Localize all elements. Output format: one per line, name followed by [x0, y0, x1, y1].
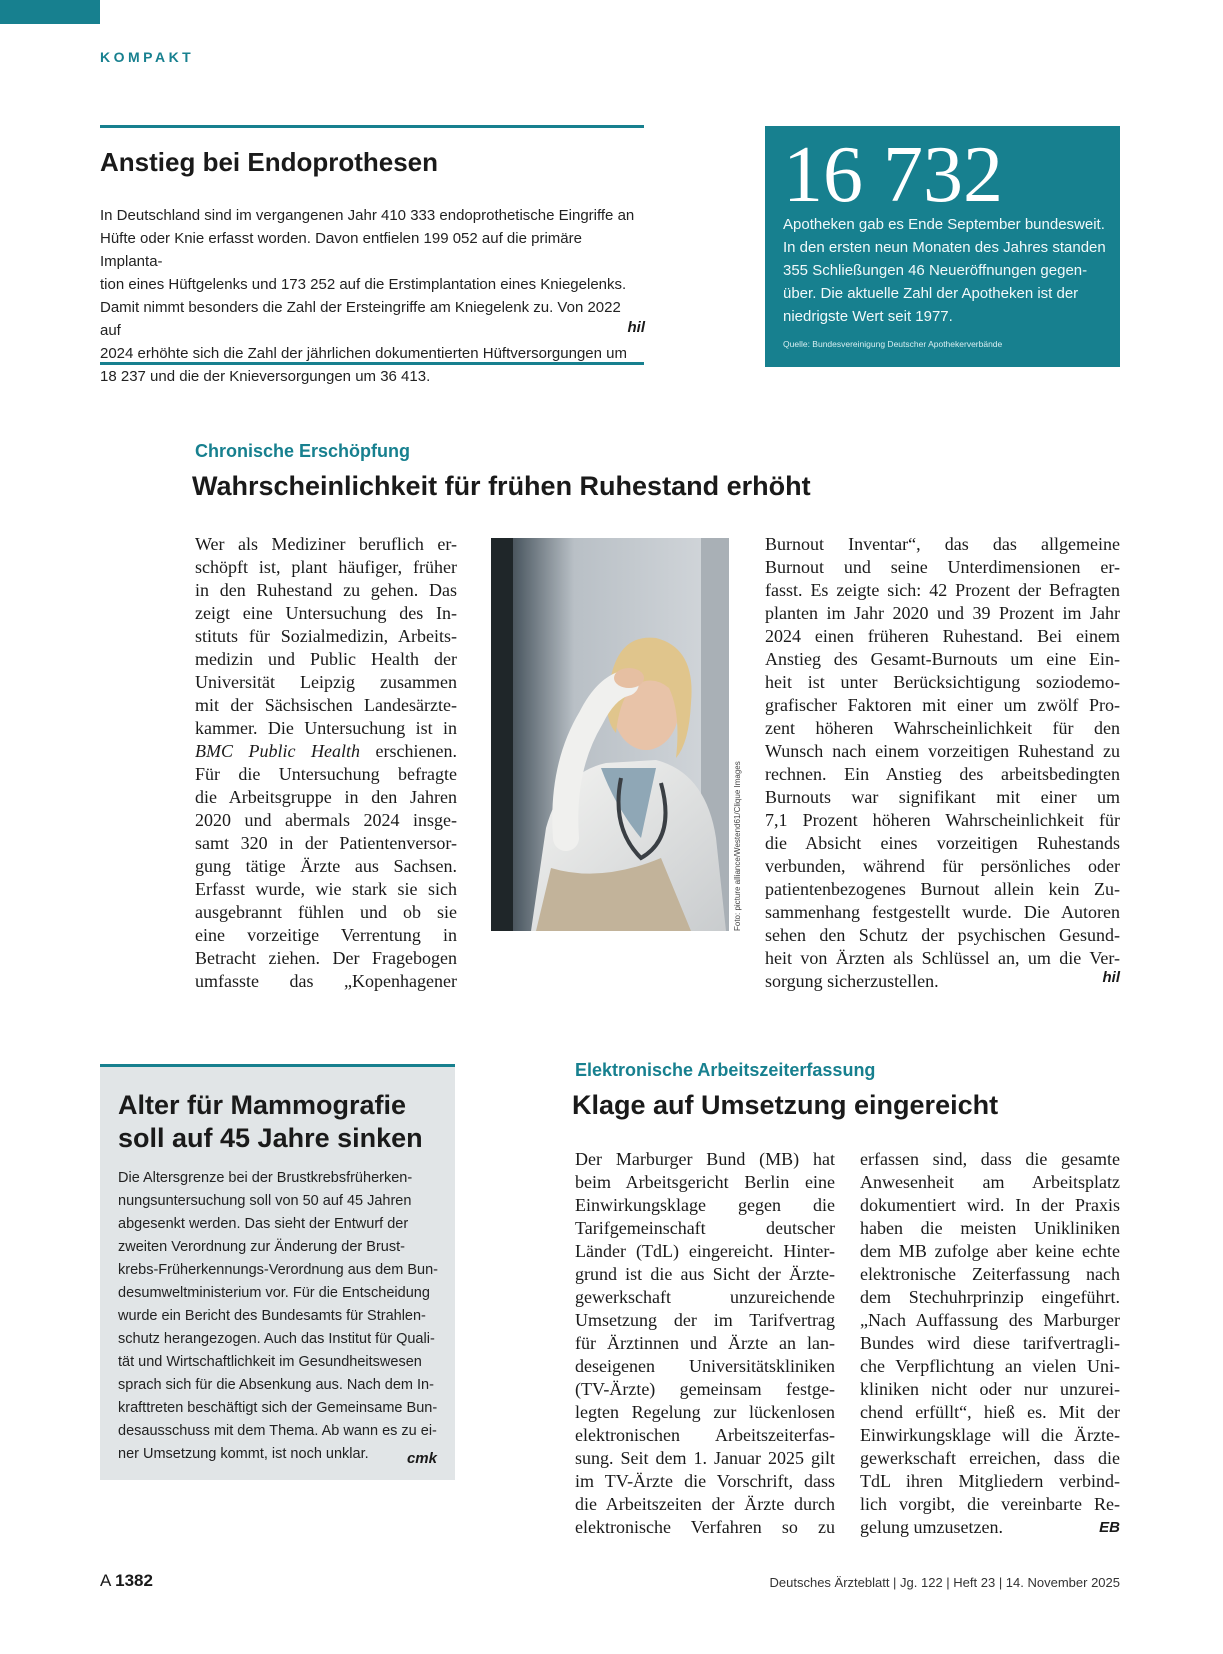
text-line: sehen den Schutz der psychischen Gesund- [765, 925, 1120, 945]
text-line: abgesenkt werden. Das sieht der Entwurf der [118, 1216, 409, 1232]
text-line: ner Umsetzung kommt, ist noch unklar. [118, 1446, 369, 1462]
page-number [100, 1571, 153, 1591]
text-line: die Arbeitsgruppe in den Jahren [195, 787, 457, 807]
text-line: krebs-Früherkennungs-Verordnung aus dem Bun- [118, 1262, 438, 1278]
author-signature: hil [1102, 969, 1120, 986]
text-line: desumweltministerium vor. Für die Entscheidung [118, 1285, 430, 1301]
text-line: im TV-Ärzte die Vorschrift, dass [575, 1471, 835, 1491]
text-line: niedrigste Wert seit 1977. [783, 308, 953, 325]
text-line: Einwirkungsklage will die Ärzte- [860, 1425, 1120, 1445]
text-line: umfasste das „Kopenhagener [195, 971, 457, 991]
text-line: legten Regelung zur lückenlosen [575, 1402, 835, 1422]
text-line: krafttreten beschäftigt sich der Gemeinsame Bun- [118, 1400, 438, 1416]
text-line: „Nach Auffassung des Marburger [860, 1310, 1120, 1330]
text-line: gewerkschaft erreichen, dass die [860, 1448, 1120, 1468]
text-line: grund ist die aus Sicht der Ärzte- [575, 1264, 835, 1284]
text-line: erfassen sind, dass die gesamte [860, 1149, 1120, 1169]
photo-credit: Foto: picture alliance/Westend61/Clique Images [733, 761, 742, 931]
page-prefix: A [100, 1571, 111, 1590]
text-line: zweiten Verordnung zur Änderung der Brust- [118, 1239, 405, 1255]
text-line: rechnen. Ein Anstieg des arbeitsbedingten [765, 764, 1120, 784]
text-line: elektronische Verfahren so zu [575, 1517, 835, 1537]
text-line: wurde ein Bericht des Bundesamts für Strahlen- [118, 1308, 426, 1324]
text-line: desausschuss mit dem Thema. Ab wann es zu ei- [118, 1423, 437, 1439]
text-line: heit ist unter Berücksichtigung soziodemo- [765, 672, 1120, 692]
text-line: Tarifgemeinschaft deutscher [575, 1218, 835, 1238]
text-line: che Verpflichtung an vielen Uni- [860, 1356, 1120, 1376]
text-line: Der Marburger Bund (MB) hat [575, 1149, 835, 1169]
text-line: samt 320 in der Patientenversor- [195, 833, 457, 853]
text-line: Universität Leipzig zusammen [195, 672, 457, 692]
text-line: sammenhang festgestellt wurde. Die Autoren [765, 902, 1120, 922]
article-bottom-rule [100, 362, 644, 365]
text-line: Wer als Mediziner beruflich er- [195, 534, 457, 554]
text-line: 2020 und abermals 2024 insge- [195, 810, 457, 830]
text-line: chend erfüllt“, hieß es. Mit der [860, 1402, 1120, 1422]
article-column-burnout-1 [195, 533, 457, 993]
text-line: schutz herangezogen. Auch das Institut für Quali- [118, 1331, 435, 1347]
article-kicker-burnout: Chronische Erschöpfung [195, 441, 411, 461]
text-line: dokumentiert wird. In der Praxis [860, 1195, 1120, 1215]
corner-accent-bar [0, 0, 100, 24]
text-line: medizin und Public Health der [195, 649, 457, 669]
author-signature: hil [627, 319, 645, 336]
text-line: Bundes wird diese tarifvertragli- [860, 1333, 1120, 1353]
text-line: elektronischen Arbeitszeiterfas- [575, 1425, 835, 1445]
text-line: Länder (TdL) eingereicht. Hinter- [575, 1241, 835, 1261]
text-line: kammer. Die Untersuchung ist in [195, 718, 457, 738]
text-line: Betracht ziehen. Der Fragebogen [195, 948, 457, 968]
text-line: dem MB zufolge aber keine echte [860, 1241, 1120, 1261]
text-line: Wunsch nach einem vorzeitigen Ruhestand zu [765, 741, 1120, 761]
text-line: kliniken nicht oder nur unzurei- [860, 1379, 1120, 1399]
text-line: Burnouts war signifikant mit einer um [765, 787, 1120, 807]
text-line: Erfasst wurde, wie stark sie sich [195, 879, 457, 899]
text-line: 7,1 Prozent höheren Wahrscheinlichkeit für [765, 810, 1120, 830]
article-title-mammografie [118, 1089, 423, 1155]
journal-info: Deutsches Ärzteblatt | Jg. 122 | Heft 23 | 14. November 2025 [769, 1575, 1120, 1590]
page-number-value: 1382 [115, 1571, 153, 1590]
text-line: sung. Seit dem 1. Januar 2025 gilt [575, 1448, 835, 1468]
text-line: nungsuntersuchung soll von 50 auf 45 Jahren [118, 1193, 412, 1209]
text-line: gelung umzusetzen. [860, 1517, 1003, 1537]
text-line: Damit nimmt besonders die Zahl der Ersteingriffe am Kniegelenk zu. Von 2022 auf [100, 299, 621, 339]
author-signature: EB [1099, 1519, 1120, 1536]
text-line: mit der Sächsischen Landesärzte- [195, 695, 457, 715]
article-column-arbeitszeit-1 [575, 1148, 835, 1539]
text-line: patientenbezogenes Burnout allein kein Zu- [765, 879, 1120, 899]
article-body-endoprothesen [100, 204, 644, 388]
article-title-endoprothesen: Anstieg bei Endoprothesen [100, 147, 439, 177]
text-line: deseigenen Universitätskliniken [575, 1356, 835, 1376]
text-line: schöpft ist, plant häufiger, früher [195, 557, 457, 577]
text-line: In den ersten neun Monaten des Jahres standen [783, 239, 1106, 256]
article-title-arbeitszeit: Klage auf Umsetzung eingereicht [572, 1090, 999, 1120]
statistic-source: Quelle: Bundesvereinigung Deutscher Apothekerverbände [783, 339, 1003, 349]
text-line: Für die Untersuchung befragte [195, 764, 457, 784]
statistic-text [783, 213, 1108, 328]
text-line: Hüfte oder Knie erfasst worden. Davon entfielen 199 052 auf die primäre Implanta- [100, 230, 582, 270]
text-line: die Arbeitszeiten der Ärzte durch [575, 1494, 835, 1514]
article-column-burnout-2 [765, 533, 1120, 993]
text-line: Umsetzung der im Tarifvertrag [575, 1310, 835, 1330]
text-line: Die Altersgrenze bei der Brustkrebsfrüherken- [118, 1170, 413, 1186]
text-line: verbunden, während für persönliches oder [765, 856, 1120, 876]
text-line: zent höheren Wahrscheinlichkeit für den [765, 718, 1120, 738]
text-line: tion eines Hüftgelenks und 173 252 auf die Erstimplantation eines Kniegelenks. [100, 276, 627, 293]
text-line: tät und Wirtschaftlichkeit im Gesundheitswesen [118, 1354, 422, 1370]
text-line: 2024 einen früheren Ruhestand. Bei einem [765, 626, 1120, 646]
text-line: gung tätige Ärzte aus Sachsen. [195, 856, 457, 876]
text-line: sprach sich für die Absenkung aus. Nach dem In- [118, 1377, 434, 1393]
text-line: lich vorgibt, die vereinbarte Re- [860, 1494, 1120, 1514]
text-line: eine vorzeitige Verrentung in [195, 925, 457, 945]
text-line: elektronische Zeiterfassung nach [860, 1264, 1120, 1284]
text-line: In Deutschland sind im vergangenen Jahr 410 333 endoprothetische Eingriffe an [100, 207, 635, 224]
text-line: haben die meisten Unikliniken [860, 1218, 1120, 1238]
text-line: heit von Ärzten als Schlüssel an, um die Ver- [765, 948, 1120, 968]
journal-name: BMC Public Health [195, 741, 361, 761]
statistic-number: 16 732 [783, 131, 1003, 219]
article-kicker-arbeitszeit: Elektronische Arbeitszeiterfassung [575, 1060, 876, 1080]
title-line: soll auf 45 Jahre sinken [118, 1123, 423, 1153]
text-line: in den Ruhestand zu gehen. Das [195, 580, 457, 600]
text-line: ausgebrannt fühlen und ob sie [195, 902, 457, 922]
article-top-rule [100, 125, 644, 128]
text-line: grafischer Faktoren mit einer um zwölf Pro- [765, 695, 1120, 715]
text-line: Anwesenheit am Arbeitsplatz [860, 1172, 1120, 1192]
author-signature: cmk [406, 1450, 437, 1467]
text-line: zeigt eine Untersuchung des In- [195, 603, 457, 623]
text-line: BMC Public Health erschienen. [195, 741, 457, 761]
text-line: planten im Jahr 2020 und 39 Prozent im Jahr [765, 603, 1120, 623]
article-title-burnout: Wahrscheinlichkeit für frühen Ruhestand erhöht [192, 471, 811, 501]
text-line: gewerkschaft unzureichende [575, 1287, 835, 1307]
text-line: TdL ihren Mitgliedern verbind- [860, 1471, 1120, 1491]
text-line: Burnout und seine Unterdimensionen er- [765, 557, 1120, 577]
section-label: KOMPAKT [100, 49, 195, 65]
title-line: Alter für Mammografie [118, 1090, 407, 1120]
statistic-box [765, 126, 1120, 367]
text-line: 355 Schließungen 46 Neueröffnungen gegen- [783, 262, 1088, 279]
text-line: beim Arbeitsgericht Berlin eine [575, 1172, 835, 1192]
text-line: 18 237 und die der Knieversorgungen um 36 413. [100, 368, 431, 385]
article-column-arbeitszeit-2 [860, 1148, 1120, 1539]
text-line: fasst. Es zeigte sich: 42 Prozent der Befragten [765, 580, 1120, 600]
text-line: stituts für Sozialmedizin, Arbeits- [195, 626, 457, 646]
text-line: für Ärztinnen und Ärzte an lan- [575, 1333, 835, 1353]
article-body-mammografie [118, 1167, 443, 1466]
text-line: Einwirkungsklage gegen die [575, 1195, 835, 1215]
text-line: sorgung sicherzustellen. [765, 971, 939, 991]
text-line: die Absicht eines vorzeitigen Ruhestands [765, 833, 1120, 853]
text-line: über. Die aktuelle Zahl der Apotheken ist der [783, 285, 1079, 302]
text-line: Burnout Inventar“, das das allgemeine [765, 534, 1120, 554]
doctor-exhausted-photo [491, 538, 729, 931]
text-line: dem Stechuhrprinzip eingeführt. [860, 1287, 1120, 1307]
mammografie-box [100, 1064, 455, 1480]
text-line: Anstieg des Gesamt-Burnouts um eine Ein- [765, 649, 1120, 669]
text-line: 2024 erhöhte sich die Zahl der jährlichen dokumentierten Hüftversorgungen um [100, 345, 627, 362]
text-line: (TV-Ärzte) gemeinsam festge- [575, 1379, 835, 1399]
text-line: Apotheken gab es Ende September bundesweit. [783, 216, 1105, 233]
